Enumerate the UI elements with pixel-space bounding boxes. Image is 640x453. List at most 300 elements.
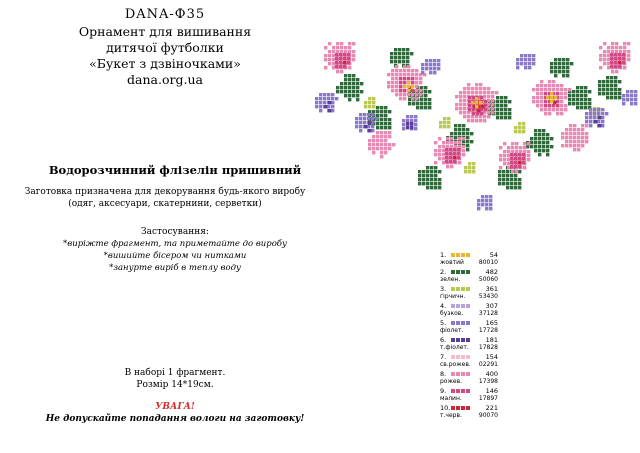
leaf-stitch [526,145,529,148]
petal-stitch [467,91,470,94]
leaf-stitch [562,74,565,77]
petal-inner-stitch [343,53,346,56]
leaf-highlight-stitch [439,121,442,124]
leaf-stitch [434,186,437,189]
petal-stitch [623,66,626,69]
leaf-stitch [466,128,469,131]
petal-stitch [407,73,410,76]
petal-stitch [336,46,339,49]
petal-stitch [368,147,371,150]
petal-stitch [507,166,510,169]
kit-info [40,367,310,391]
bluebell-stitch [359,121,362,124]
leaf-stitch [496,108,499,111]
petal-stitch [607,50,610,53]
petal-inner-stitch [403,77,406,80]
leaf-stitch [572,98,575,101]
bluebell-stitch [363,113,366,116]
leaf-stitch [426,166,429,169]
color-code: 53430 [478,293,498,300]
bluebell-stitch [622,94,625,97]
bluebell-stitch [622,102,625,105]
petal-stitch [585,124,588,127]
leaf-stitch [518,182,521,185]
petal-stitch [348,46,351,49]
leaf-stitch [562,70,565,73]
leaf-stitch [418,178,421,181]
petal-stitch [607,54,610,57]
petal-stitch [548,84,551,87]
petal-stitch [515,146,518,149]
bluebell-dark-stitch [328,109,331,112]
bluebell-stitch [331,105,334,108]
leaf-highlight-stitch [518,122,521,125]
petal-inner-stitch [518,153,521,156]
bluebell-stitch [425,59,428,62]
leaf-stitch [538,141,541,144]
leaf-stitch [388,110,391,113]
leaf-stitch [534,133,537,136]
bluebell-stitch [437,67,440,70]
petal-stitch [573,144,576,147]
leaf-stitch [554,70,557,73]
petal-stitch [511,146,514,149]
bluebell-stitch [489,207,492,210]
petal-stitch [564,108,567,111]
petal-stitch [376,139,379,142]
bluebell-stitch [433,63,436,66]
petal-stitch [627,50,630,53]
yellow-stitch [411,85,414,88]
petal-stitch [536,96,539,99]
leaf-stitch [462,124,465,127]
petal-stitch [599,58,602,61]
leaf-stitch [506,178,509,181]
petal-stitch [544,88,547,91]
petal-inner-stitch [618,65,621,68]
petal-inner-stitch [556,92,559,95]
petal-stitch [368,143,371,146]
yellow-stitch [550,92,553,95]
petal-inner-stitch [457,152,460,155]
petal-stitch [552,80,555,83]
petal-stitch [532,88,535,91]
petal-stitch [507,154,510,157]
bluebell-stitch [367,117,370,120]
color-swatch [451,287,470,291]
leaf-stitch [438,170,441,173]
petal-stitch [577,132,580,135]
leaf-stitch [416,106,419,109]
leaf-stitch [510,186,513,189]
bluebell-dark-stitch [598,116,601,119]
petal-inner-stitch [514,153,517,156]
petal-stitch [388,147,391,150]
petal-inner-stitch [453,152,456,155]
petal-stitch [552,108,555,111]
bluebell-stitch [520,54,523,57]
petal-stitch [403,69,406,72]
leaf-stitch [504,96,507,99]
leaf-stitch [418,170,421,173]
legend-number: 8. [440,370,447,378]
bluebell-stitch [335,97,338,100]
leaf-stitch [462,140,465,143]
bluebell-stitch [532,62,535,65]
petal-stitch [336,70,339,73]
bluebell-stitch [532,58,535,61]
leaf-stitch [380,110,383,113]
petal-stitch [340,50,343,53]
petal-stitch [434,153,437,156]
petal-stitch [399,73,402,76]
leaf-highlight-stitch [439,125,442,128]
petal-stitch [540,100,543,103]
yellow-stitch [407,89,410,92]
leaf-stitch [352,78,355,81]
petal-inner-stitch [445,152,448,155]
petal-center-stitch [477,109,480,112]
legend-number: 9. [440,387,447,395]
leaf-stitch [542,141,545,144]
leaf-stitch [538,133,541,136]
leaf-highlight-stitch [464,166,467,169]
bluebell-stitch [489,199,492,202]
petal-stitch [399,93,402,96]
leaf-stitch [496,100,499,103]
petal-stitch [479,87,482,90]
petal-inner-stitch [556,104,559,107]
petal-stitch [585,140,588,143]
bluebell-stitch [489,203,492,206]
yellow-stitch [546,96,549,99]
bluebell-dark-stitch [406,126,409,129]
leaf-stitch [514,182,517,185]
petal-stitch [438,137,441,140]
petal-stitch [446,137,449,140]
petal-inner-stitch [472,96,475,99]
petal-stitch [328,50,331,53]
bluebell-stitch [481,195,484,198]
petal-inner-stitch [622,61,625,64]
petal-stitch [332,46,335,49]
color-name: т.фіолет. [440,344,469,351]
leaf-stitch [584,106,587,109]
petal-stitch [507,158,510,161]
petal-stitch [471,87,474,90]
header-line-2: дитячої футболки [106,40,224,55]
petal-stitch [503,154,506,157]
leaf-stitch [466,136,469,139]
petal-stitch [391,77,394,80]
petal-stitch [434,149,437,152]
color-code: 50060 [478,276,498,283]
petal-stitch [556,108,559,111]
petal-stitch [467,83,470,86]
leaf-stitch [430,166,433,169]
leaf-stitch [606,80,609,83]
petal-stitch [387,85,390,88]
bluebell-stitch [589,120,592,123]
bluebell-dark-stitch [410,122,413,125]
leaf-stitch [344,74,347,77]
petal-stitch [540,92,543,95]
bluebell-stitch [315,97,318,100]
leaf-stitch [410,52,413,55]
petal-stitch [352,54,355,57]
petal-stitch [603,62,606,65]
leaf-stitch [514,186,517,189]
petal-stitch [336,42,339,45]
leaf-stems [336,48,621,189]
petal-stitch [340,42,343,45]
petal-inner-stitch [544,92,547,95]
petal-stitch [515,142,518,145]
color-name: фіолет. [440,327,464,334]
color-name: т.черв. [440,412,462,419]
leaf-stitch [380,106,383,109]
bluebell-stitch [597,108,600,111]
petal-stitch [615,46,618,49]
petal-inner-stitch [610,61,613,64]
leaf-stitch [510,174,513,177]
yellow-stitch [550,96,553,99]
petal-stitch [565,132,568,135]
header-line-3: «Букет з дзвіночками» [89,56,241,71]
leaf-stitch [584,86,587,89]
bluebell-stitch [319,97,322,100]
petal-inner-stitch [518,157,521,160]
leaf-stitch [504,116,507,119]
website[interactable]: dana.org.ua [127,72,203,87]
leaf-stitch [348,94,351,97]
bluebell-stitch [421,67,424,70]
petal-stitch [395,69,398,72]
bluebell-stitch [516,66,519,69]
petal-inner-stitch [339,65,342,68]
bluebell-stitch [481,199,484,202]
petal-stitch [372,151,375,154]
leaf-stitch [542,129,545,132]
leaf-stitch [530,141,533,144]
leaf-stitch [422,182,425,185]
petal-stitch [376,143,379,146]
petal-stitch [391,89,394,92]
petal-inner-stitch [343,65,346,68]
petal-stitch [479,91,482,94]
leaf-stitch [504,100,507,103]
bluebell-stitch [327,93,330,96]
bluebell-stitch [319,93,322,96]
leaf-stitch [340,90,343,93]
petal-stitch [499,154,502,157]
petal-stitch [487,111,490,114]
leaf-stitch [422,170,425,173]
leaf-stitch [546,145,549,148]
color-swatch [451,270,470,274]
petal-stitch [532,96,535,99]
yellow-stitch [471,101,474,104]
leaf-stitch [352,94,355,97]
leaf-stitch [510,178,513,181]
petal-stitch [352,58,355,61]
petal-inner-stitch [484,104,487,107]
petal-stitch [407,93,410,96]
color-swatch [451,372,470,376]
leaf-stitch [566,62,569,65]
bluebell-stitch [355,121,358,124]
legend-number: 5. [440,319,447,327]
bluebell-stitch [371,125,374,128]
petal-stitch [463,111,466,114]
bluebell-dark-stitch [364,125,367,128]
petal-stitch [395,81,398,84]
petal-stitch [515,150,518,153]
petal-inner-stitch [339,61,342,64]
leaf-highlight-stitch [364,101,367,104]
leaf-stitch [580,98,583,101]
petal-stitch [544,108,547,111]
legend-item [440,336,500,353]
petal-stitch [450,165,453,168]
bluebell-stitch [429,59,432,62]
description [20,186,310,210]
leaf-stitch [418,182,421,185]
leaf-stitch [426,170,429,173]
color-code: 80010 [478,259,498,266]
leaf-stitch [384,122,387,125]
petal-inner-stitch [480,108,483,111]
leaf-stitch [424,90,427,93]
color-name: жовтий [440,259,464,266]
header [20,6,310,88]
petal-inner-stitch [411,89,414,92]
leaf-stitch [576,86,579,89]
petal-stitch [540,108,543,111]
leaf-stitch [438,182,441,185]
leaf-stitch [434,182,437,185]
leaf-stitch [418,174,421,177]
leaf-stitch [466,144,469,147]
bluebell-dark-stitch [328,101,331,104]
usage-step-1: *виріжте фрагмент, та приметайте до виробу [63,239,287,249]
leaf-stitch [576,94,579,97]
petal-stitch [487,95,490,98]
leaf-stitch [506,174,509,177]
bluebell-stitch [597,112,600,115]
petal-stitch [627,42,630,45]
bluebell-stitch [315,105,318,108]
leaf-stitch [466,148,469,151]
petal-stitch [442,161,445,164]
leaf-stitch [572,102,575,105]
petal-stitch [607,66,610,69]
leaf-stitch [504,112,507,115]
petal-stitch [523,166,526,169]
petal-inner-stitch [522,157,525,160]
bluebell-stitch [524,62,527,65]
leaf-stitch [550,137,553,140]
petal-inner-stitch [347,53,350,56]
leaf-stitch [356,94,359,97]
petal-inner-stitch [457,148,460,151]
bluebell-stitch [363,117,366,120]
leaf-stitch [558,66,561,69]
leaf-stitch [610,92,613,95]
petal-stitch [569,136,572,139]
petal-stitch [527,150,530,153]
petal-stitch [556,88,559,91]
bluebell-stitch [359,113,362,116]
bluebell-stitch [323,101,326,104]
petal-stitch [564,88,567,91]
leaf-stitch [508,116,511,119]
petal-inner-stitch [548,104,551,107]
petal-inner-stitch [514,165,517,168]
leaf-stitch [576,98,579,101]
petal-inner-stitch [484,100,487,103]
petal-stitch [415,97,418,100]
petal-stitch [527,154,530,157]
petal-inner-stitch [480,112,483,115]
leaf-stitch [344,90,347,93]
petal-stitch [507,150,510,153]
petal-inner-stitch [510,161,513,164]
leaf-stitch [426,186,429,189]
color-code: 17728 [478,327,498,334]
petal-stitch [384,147,387,150]
color-name: св.рожев. [440,361,471,368]
leaf-stitch [394,60,397,63]
leaf-stitch [348,74,351,77]
petal-stitch [411,69,414,72]
petal-inner-stitch [618,57,621,60]
leaf-stitch [576,106,579,109]
bluebell-stitch [520,58,523,61]
petal-stitch [344,50,347,53]
bead-count: 221 [485,404,498,412]
leaf-stitch [546,141,549,144]
leaf-stitch [384,106,387,109]
petal-stitch [455,95,458,98]
petal-stitch [395,85,398,88]
petal-center-stitch [518,161,521,164]
petal-stitch [491,91,494,94]
legend-item [440,251,500,268]
leaf-stitch [558,70,561,73]
bluebell-stitch [585,116,588,119]
petal-stitch [391,69,394,72]
petal-stitch [577,144,580,147]
petal-stitch [564,104,567,107]
petal-stitch [395,65,398,68]
petal-stitch [540,88,543,91]
petal-inner-stitch [411,81,414,84]
leaf-stitch [420,106,423,109]
petal-stitch [372,135,375,138]
leaf-highlight-stitch [372,105,375,108]
leaf-stitch [580,90,583,93]
petal-stitch [585,132,588,135]
leaf-stitch [430,182,433,185]
petal-stitch [483,87,486,90]
petal-stitch [399,97,402,100]
petal-stitch [536,84,539,87]
petal-inner-stitch [480,96,483,99]
petal-stitch [581,136,584,139]
petal-stitch [328,62,331,65]
legend-item [440,404,500,421]
